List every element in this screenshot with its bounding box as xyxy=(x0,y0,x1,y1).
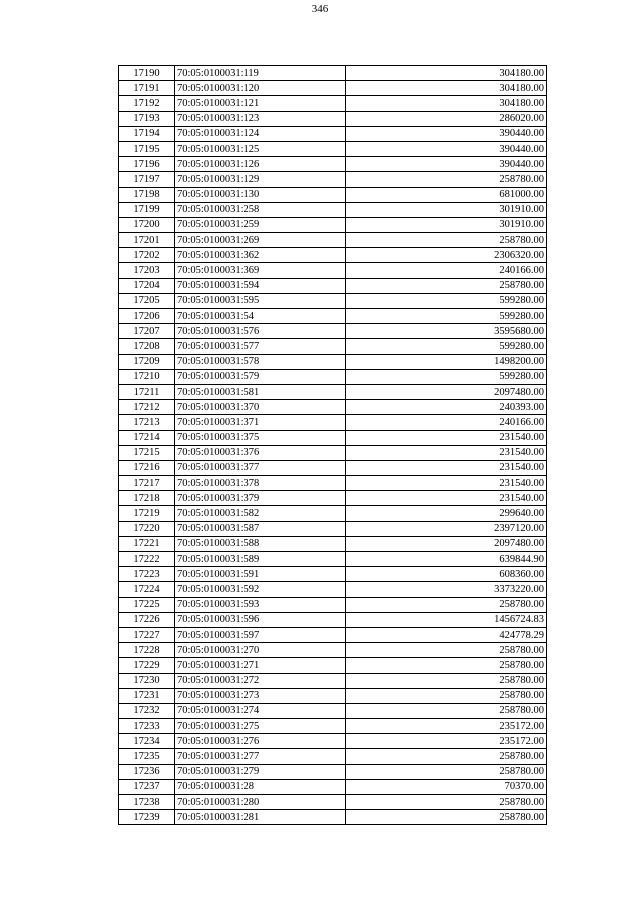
table-row xyxy=(119,400,547,415)
table-row xyxy=(119,582,547,597)
cadastral-number-cell: 70:05:0100031:582 xyxy=(175,506,346,521)
table-row xyxy=(119,263,547,278)
row-number-cell: 17203 xyxy=(119,263,175,278)
table-row xyxy=(119,658,547,673)
value-cell: 2397120.00 xyxy=(346,521,547,536)
cadastral-number-cell: 70:05:0100031:121 xyxy=(175,96,346,111)
value-cell: 304180.00 xyxy=(346,66,547,81)
value-cell: 231540.00 xyxy=(346,460,547,475)
value-cell: 258780.00 xyxy=(346,597,547,612)
value-cell: 240166.00 xyxy=(346,415,547,430)
value-cell: 424778.29 xyxy=(346,627,547,642)
value-cell: 1498200.00 xyxy=(346,354,547,369)
table-row xyxy=(119,96,547,111)
cadastral-number-cell: 70:05:0100031:594 xyxy=(175,278,346,293)
value-cell: 235172.00 xyxy=(346,734,547,749)
row-number-cell: 17191 xyxy=(119,81,175,96)
value-cell: 304180.00 xyxy=(346,96,547,111)
table-row xyxy=(119,293,547,308)
table-row xyxy=(119,673,547,688)
value-cell: 2097480.00 xyxy=(346,536,547,551)
value-cell: 231540.00 xyxy=(346,476,547,491)
table-row xyxy=(119,324,547,339)
cadastral-number-cell: 70:05:0100031:588 xyxy=(175,536,346,551)
cadastral-number-cell: 70:05:0100031:591 xyxy=(175,567,346,582)
value-cell: 258780.00 xyxy=(346,795,547,810)
value-cell: 299640.00 xyxy=(346,506,547,521)
value-cell: 258780.00 xyxy=(346,764,547,779)
cadastral-number-cell: 70:05:0100031:130 xyxy=(175,187,346,202)
value-cell: 639844.90 xyxy=(346,552,547,567)
value-cell: 1456724.83 xyxy=(346,612,547,627)
value-cell: 258780.00 xyxy=(346,643,547,658)
row-number-cell: 17209 xyxy=(119,354,175,369)
row-number-cell: 17202 xyxy=(119,248,175,263)
table-row xyxy=(119,749,547,764)
value-cell: 390440.00 xyxy=(346,141,547,156)
value-cell: 2306320.00 xyxy=(346,248,547,263)
table-row xyxy=(119,66,547,81)
cadastral-number-cell: 70:05:0100031:125 xyxy=(175,141,346,156)
value-cell: 286020.00 xyxy=(346,111,547,126)
row-number-cell: 17228 xyxy=(119,643,175,658)
cadastral-number-cell: 70:05:0100031:275 xyxy=(175,719,346,734)
table-row xyxy=(119,172,547,187)
value-cell: 258780.00 xyxy=(346,278,547,293)
value-cell: 301910.00 xyxy=(346,217,547,232)
cadastral-number-cell: 70:05:0100031:375 xyxy=(175,430,346,445)
row-number-cell: 17193 xyxy=(119,111,175,126)
cadastral-number-cell: 70:05:0100031:272 xyxy=(175,673,346,688)
row-number-cell: 17195 xyxy=(119,141,175,156)
cadastral-number-cell: 70:05:0100031:123 xyxy=(175,111,346,126)
table-row xyxy=(119,703,547,718)
table-row xyxy=(119,627,547,642)
cadastral-number-cell: 70:05:0100031:274 xyxy=(175,703,346,718)
row-number-cell: 17227 xyxy=(119,627,175,642)
row-number-cell: 17236 xyxy=(119,764,175,779)
table-row xyxy=(119,217,547,232)
value-cell: 258780.00 xyxy=(346,810,547,825)
cadastral-number-cell: 70:05:0100031:28 xyxy=(175,779,346,794)
row-number-cell: 17213 xyxy=(119,415,175,430)
value-cell: 231540.00 xyxy=(346,430,547,445)
row-number-cell: 17190 xyxy=(119,66,175,81)
value-cell: 301910.00 xyxy=(346,202,547,217)
row-number-cell: 17229 xyxy=(119,658,175,673)
table-row xyxy=(119,187,547,202)
cadastral-number-cell: 70:05:0100031:378 xyxy=(175,476,346,491)
table-row xyxy=(119,278,547,293)
row-number-cell: 17208 xyxy=(119,339,175,354)
value-cell: 258780.00 xyxy=(346,172,547,187)
row-number-cell: 17235 xyxy=(119,749,175,764)
row-number-cell: 17232 xyxy=(119,703,175,718)
row-number-cell: 17231 xyxy=(119,688,175,703)
cadastral-number-cell: 70:05:0100031:126 xyxy=(175,157,346,172)
value-cell: 599280.00 xyxy=(346,309,547,324)
table-row xyxy=(119,536,547,551)
cadastral-number-cell: 70:05:0100031:576 xyxy=(175,324,346,339)
table-row xyxy=(119,719,547,734)
row-number-cell: 17194 xyxy=(119,126,175,141)
table-row xyxy=(119,810,547,825)
table-row xyxy=(119,476,547,491)
table-row xyxy=(119,157,547,172)
value-cell: 3595680.00 xyxy=(346,324,547,339)
cadastral-number-cell: 70:05:0100031:124 xyxy=(175,126,346,141)
row-number-cell: 17225 xyxy=(119,597,175,612)
cadastral-number-cell: 70:05:0100031:369 xyxy=(175,263,346,278)
table-row xyxy=(119,339,547,354)
value-cell: 599280.00 xyxy=(346,293,547,308)
value-cell: 258780.00 xyxy=(346,688,547,703)
table-row xyxy=(119,126,547,141)
cadastral-number-cell: 70:05:0100031:581 xyxy=(175,384,346,399)
value-cell: 258780.00 xyxy=(346,749,547,764)
table-row xyxy=(119,111,547,126)
cadastral-number-cell: 70:05:0100031:579 xyxy=(175,369,346,384)
row-number-cell: 17220 xyxy=(119,521,175,536)
cadastral-number-cell: 70:05:0100031:592 xyxy=(175,582,346,597)
cadastral-number-cell: 70:05:0100031:276 xyxy=(175,734,346,749)
cadastral-number-cell: 70:05:0100031:277 xyxy=(175,749,346,764)
cadastral-number-cell: 70:05:0100031:119 xyxy=(175,66,346,81)
value-cell: 231540.00 xyxy=(346,445,547,460)
row-number-cell: 17206 xyxy=(119,309,175,324)
table-row xyxy=(119,567,547,582)
row-number-cell: 17211 xyxy=(119,384,175,399)
table-row xyxy=(119,506,547,521)
row-number-cell: 17210 xyxy=(119,369,175,384)
row-number-cell: 17222 xyxy=(119,552,175,567)
value-cell: 231540.00 xyxy=(346,491,547,506)
value-cell: 390440.00 xyxy=(346,126,547,141)
table-row xyxy=(119,688,547,703)
cadastral-number-cell: 70:05:0100031:269 xyxy=(175,233,346,248)
value-cell: 258780.00 xyxy=(346,703,547,718)
row-number-cell: 17216 xyxy=(119,460,175,475)
table-row xyxy=(119,233,547,248)
table-row xyxy=(119,369,547,384)
row-number-cell: 17221 xyxy=(119,536,175,551)
cadastral-number-cell: 70:05:0100031:54 xyxy=(175,309,346,324)
table-row xyxy=(119,764,547,779)
cadastral-number-cell: 70:05:0100031:589 xyxy=(175,552,346,567)
cadastral-number-cell: 70:05:0100031:281 xyxy=(175,810,346,825)
cadastral-number-cell: 70:05:0100031:120 xyxy=(175,81,346,96)
cadastral-number-cell: 70:05:0100031:371 xyxy=(175,415,346,430)
cadastral-number-cell: 70:05:0100031:595 xyxy=(175,293,346,308)
table-row xyxy=(119,521,547,536)
value-cell: 258780.00 xyxy=(346,673,547,688)
row-number-cell: 17198 xyxy=(119,187,175,202)
table-row xyxy=(119,202,547,217)
row-number-cell: 17192 xyxy=(119,96,175,111)
table-row xyxy=(119,779,547,794)
table-row xyxy=(119,795,547,810)
table-row xyxy=(119,734,547,749)
table-row xyxy=(119,643,547,658)
cadastral-number-cell: 70:05:0100031:259 xyxy=(175,217,346,232)
row-number-cell: 17212 xyxy=(119,400,175,415)
value-cell: 240393.00 xyxy=(346,400,547,415)
value-cell: 599280.00 xyxy=(346,369,547,384)
row-number-cell: 17199 xyxy=(119,202,175,217)
table-row xyxy=(119,384,547,399)
table-row xyxy=(119,81,547,96)
table-row xyxy=(119,612,547,627)
cadastral-number-cell: 70:05:0100031:129 xyxy=(175,172,346,187)
table-body xyxy=(119,66,547,825)
table-row xyxy=(119,141,547,156)
value-cell: 599280.00 xyxy=(346,339,547,354)
table-row xyxy=(119,460,547,475)
cadastral-number-cell: 70:05:0100031:587 xyxy=(175,521,346,536)
row-number-cell: 17200 xyxy=(119,217,175,232)
cadastral-number-cell: 70:05:0100031:270 xyxy=(175,643,346,658)
row-number-cell: 17234 xyxy=(119,734,175,749)
row-number-cell: 17207 xyxy=(119,324,175,339)
cadastral-number-cell: 70:05:0100031:377 xyxy=(175,460,346,475)
table-row xyxy=(119,491,547,506)
value-cell: 304180.00 xyxy=(346,81,547,96)
cadastral-value-table xyxy=(118,65,547,825)
table-row xyxy=(119,552,547,567)
cadastral-number-cell: 70:05:0100031:379 xyxy=(175,491,346,506)
value-cell: 390440.00 xyxy=(346,157,547,172)
cadastral-number-cell: 70:05:0100031:271 xyxy=(175,658,346,673)
row-number-cell: 17215 xyxy=(119,445,175,460)
table-row xyxy=(119,445,547,460)
cadastral-number-cell: 70:05:0100031:273 xyxy=(175,688,346,703)
row-number-cell: 17214 xyxy=(119,430,175,445)
cadastral-number-cell: 70:05:0100031:280 xyxy=(175,795,346,810)
value-cell: 681000.00 xyxy=(346,187,547,202)
value-cell: 258780.00 xyxy=(346,658,547,673)
value-cell: 3373220.00 xyxy=(346,582,547,597)
table-row xyxy=(119,430,547,445)
row-number-cell: 17233 xyxy=(119,719,175,734)
row-number-cell: 17196 xyxy=(119,157,175,172)
table-row xyxy=(119,248,547,263)
row-number-cell: 17226 xyxy=(119,612,175,627)
row-number-cell: 17201 xyxy=(119,233,175,248)
cadastral-number-cell: 70:05:0100031:376 xyxy=(175,445,346,460)
cadastral-number-cell: 70:05:0100031:578 xyxy=(175,354,346,369)
row-number-cell: 17204 xyxy=(119,278,175,293)
table-row xyxy=(119,415,547,430)
value-cell: 608360.00 xyxy=(346,567,547,582)
row-number-cell: 17218 xyxy=(119,491,175,506)
row-number-cell: 17237 xyxy=(119,779,175,794)
cadastral-number-cell: 70:05:0100031:577 xyxy=(175,339,346,354)
cadastral-number-cell: 70:05:0100031:593 xyxy=(175,597,346,612)
cadastral-number-cell: 70:05:0100031:258 xyxy=(175,202,346,217)
row-number-cell: 17238 xyxy=(119,795,175,810)
cadastral-number-cell: 70:05:0100031:279 xyxy=(175,764,346,779)
cadastral-number-cell: 70:05:0100031:370 xyxy=(175,400,346,415)
row-number-cell: 17197 xyxy=(119,172,175,187)
row-number-cell: 17217 xyxy=(119,476,175,491)
cadastral-number-cell: 70:05:0100031:596 xyxy=(175,612,346,627)
value-cell: 2097480.00 xyxy=(346,384,547,399)
table-row xyxy=(119,354,547,369)
value-cell: 70370.00 xyxy=(346,779,547,794)
cadastral-number-cell: 70:05:0100031:362 xyxy=(175,248,346,263)
page-number: 346 xyxy=(311,3,329,15)
row-number-cell: 17219 xyxy=(119,506,175,521)
value-cell: 235172.00 xyxy=(346,719,547,734)
row-number-cell: 17239 xyxy=(119,810,175,825)
row-number-cell: 17224 xyxy=(119,582,175,597)
row-number-cell: 17223 xyxy=(119,567,175,582)
cadastral-number-cell: 70:05:0100031:597 xyxy=(175,627,346,642)
table-row xyxy=(119,597,547,612)
row-number-cell: 17230 xyxy=(119,673,175,688)
value-cell: 258780.00 xyxy=(346,233,547,248)
table-row xyxy=(119,309,547,324)
value-cell: 240166.00 xyxy=(346,263,547,278)
row-number-cell: 17205 xyxy=(119,293,175,308)
